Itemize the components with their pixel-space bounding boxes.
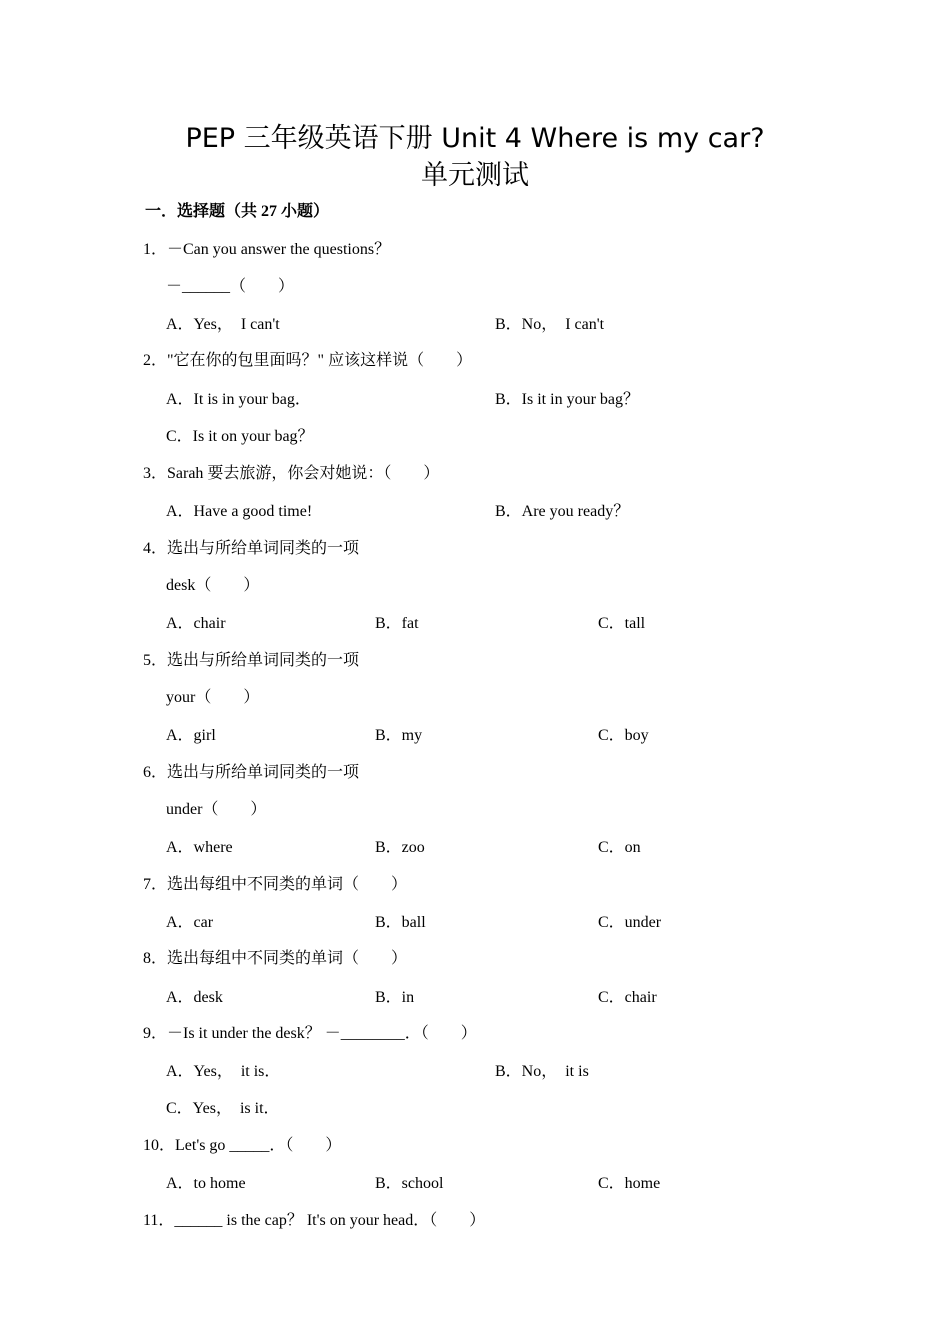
question-5-word: your（ ）	[166, 689, 260, 706]
question-7-option-a: A．car	[166, 914, 214, 931]
question-6-option-a: A．where	[166, 839, 233, 856]
question-5-option-b: B．my	[375, 727, 423, 744]
question-4-option-a: A．chair	[166, 615, 226, 632]
question-7-option-c: C．under	[598, 914, 662, 931]
question-6-word: under（ ）	[166, 801, 267, 818]
question-1-option-a: A．Yes， I can't	[166, 316, 280, 333]
question-8: 8．选出每组中不同类的单词（ ）	[143, 950, 408, 967]
question-7-option-b: B．ball	[375, 914, 426, 931]
section-heading: 一．选择题（共 27 小题）	[145, 203, 330, 220]
question-7: 7．选出每组中不同类的单词（ ）	[143, 876, 408, 893]
question-5: 5．选出与所给单词同类的一项	[143, 652, 360, 669]
question-1-blank: －______（ ）	[166, 278, 295, 295]
question-11: 11．______ is the cap？ It's on your head．（ ）	[143, 1212, 486, 1229]
question-2-option-b: B．Is it in your bag？	[495, 391, 639, 408]
question-3: 3．Sarah 要去旅游，你会对她说：（ ）	[143, 465, 440, 482]
question-8-option-b: B．in	[375, 989, 415, 1006]
question-10: 10．Let's go _____．（ ）	[143, 1137, 342, 1154]
question-6: 6．选出与所给单词同类的一项	[143, 764, 360, 781]
question-4-word: desk（ ）	[166, 577, 260, 594]
question-9-option-b: B．No， it is	[495, 1063, 589, 1080]
question-10-option-a: A．to home	[166, 1175, 246, 1192]
question-6-option-c: C．on	[598, 839, 641, 856]
question-10-option-b: B．school	[375, 1175, 444, 1192]
question-8-option-c: C．chair	[598, 989, 657, 1006]
question-2-option-a: A．It is in your bag．	[166, 391, 311, 408]
question-4: 4．选出与所给单词同类的一项	[143, 540, 360, 557]
question-1: 1．－Can you answer the questions？	[143, 241, 391, 258]
question-9-option-a: A．Yes， it is．	[166, 1063, 281, 1080]
question-3-option-a: A．Have a good time!	[166, 503, 313, 520]
question-8-option-a: A．desk	[166, 989, 223, 1006]
question-4-option-c: C．tall	[598, 615, 646, 632]
question-1-option-b: B．No， I can't	[495, 316, 605, 333]
question-2: 2．"它在你的包里面吗？" 应该这样说（ ）	[143, 352, 473, 369]
question-10-option-c: C．home	[598, 1175, 661, 1192]
question-9: 9．－Is it under the desk？ －________．（ ）	[143, 1025, 477, 1042]
question-6-option-b: B．zoo	[375, 839, 425, 856]
question-2-option-c: C．Is it on your bag？	[166, 428, 314, 445]
page-subtitle: 单元测试	[421, 160, 529, 191]
question-5-option-c: C．boy	[598, 727, 649, 744]
question-4-option-b: B．fat	[375, 615, 419, 632]
page-title: PEP 三年级英语下册 Unit 4 Where is my car?	[185, 123, 765, 154]
question-5-option-a: A．girl	[166, 727, 216, 744]
question-9-option-c: C．Yes， is it．	[166, 1100, 280, 1117]
question-3-option-b: B．Are you ready？	[495, 503, 630, 520]
